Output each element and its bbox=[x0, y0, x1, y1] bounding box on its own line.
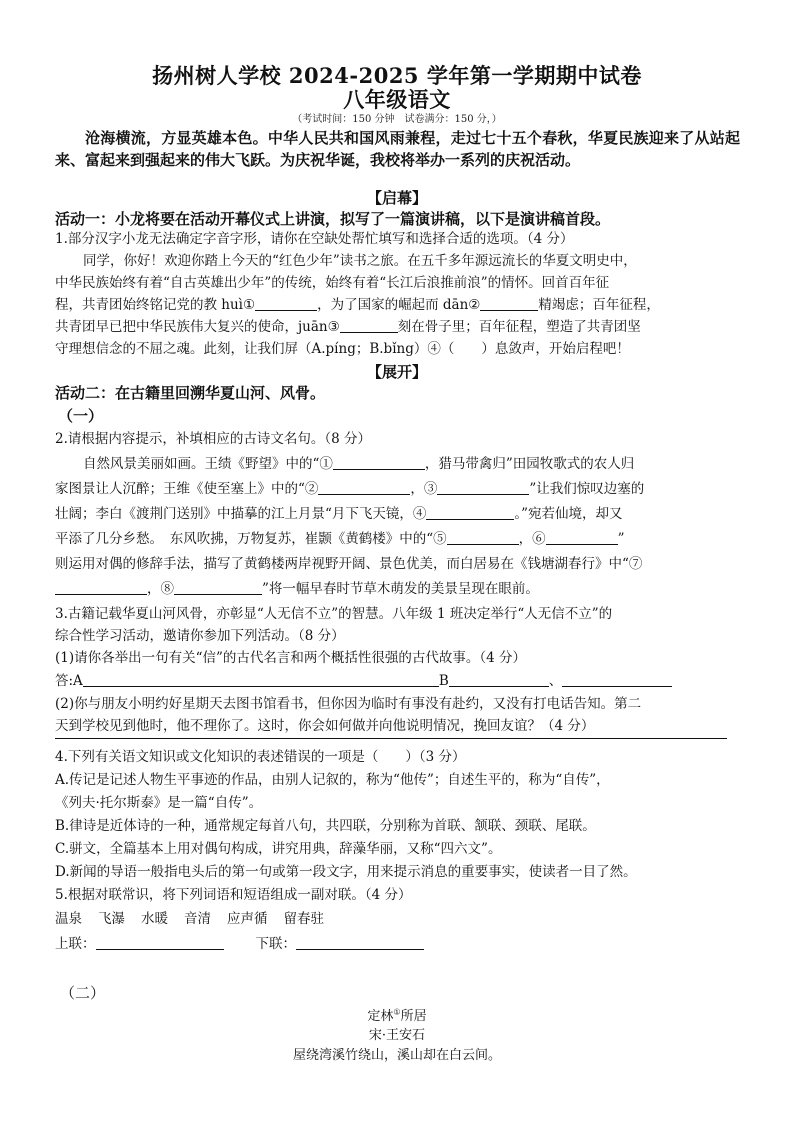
q5-word: 飞瀑 bbox=[98, 911, 125, 927]
q1-text: 精竭虑；百年征程， bbox=[538, 297, 660, 313]
q1-passage-line bbox=[55, 294, 745, 316]
q1-text: 刻在骨子里；百年征程，塑造了共青团坚 bbox=[397, 319, 641, 335]
question-4-stem: 4.下列有关语文知识或文化知识的表述错误的一项是（ ）（3 分） bbox=[55, 749, 466, 765]
q2-passage-line bbox=[55, 478, 745, 500]
q2-text: ，③ bbox=[410, 481, 438, 497]
poem-footnote-mark: ① bbox=[393, 1007, 401, 1017]
q2-text: 家图景让人沉醉；王维《使至塞上》中的“② bbox=[55, 481, 319, 497]
q2-passage-line bbox=[55, 528, 745, 550]
answer-blank-q2-4[interactable] bbox=[426, 505, 514, 520]
answer-blank-2[interactable] bbox=[480, 296, 538, 311]
answer-line-q3-2[interactable] bbox=[55, 738, 727, 739]
q3-subquestion-1: (1)请你各举出一句有关“信”的古代名言和两个概括性很强的古代故事。（4 分） bbox=[55, 650, 527, 666]
q1-text: 共青团早已把中华民族伟大复兴的使命，juān③ bbox=[55, 319, 340, 335]
q2-text: 自然风景美丽如画。王绩《野望》中的“① bbox=[83, 456, 333, 472]
answer-blank-q2-3[interactable] bbox=[437, 480, 529, 495]
q2-passage-line bbox=[55, 503, 745, 525]
exam-info: （考试时间：150 分钟 试卷满分：150 分，） bbox=[292, 114, 502, 125]
intro-paragraph: 沧海横流，方显英雄本色。中华人民共和国风雨兼程，走过七十五个春秋，华夏民族迎来了从站起来、富起来到强起来的伟大飞跃。为庆祝华诞，我校将举办一系列的庆祝活动。 bbox=[55, 129, 740, 169]
poem-title-suffix: 所居 bbox=[400, 1009, 427, 1024]
q2-text: 。”宛若仙境，却又 bbox=[514, 506, 623, 522]
question-5-stem: 5.根据对联常识，将下列词语和短语组成一副对联。（4 分） bbox=[55, 887, 412, 903]
q2-text: 平添了几分乡愁。 东风吹拂，万物复苏，崔颢《黄鹤楼》中的“⑤ bbox=[55, 531, 447, 547]
q3-subquestion-2: 天到学校见到他时，他不理你了。这时，你会如何做并向他说明情况，挽回友谊？（4 分） bbox=[55, 718, 595, 734]
part-one-label: （一） bbox=[58, 407, 104, 425]
lower-couplet-label: 下联： bbox=[255, 936, 296, 952]
q2-passage-line bbox=[83, 453, 773, 475]
q5-answer-line bbox=[55, 933, 745, 955]
answer-label-a: 答:A bbox=[55, 673, 83, 689]
q1-text: ，为了国家的崛起而 dān② bbox=[317, 297, 481, 313]
lower-couplet-blank[interactable] bbox=[296, 935, 424, 950]
q3-answer-line bbox=[55, 670, 745, 692]
upper-couplet-label: 上联： bbox=[55, 936, 96, 952]
answer-blank-q3-b2[interactable] bbox=[562, 672, 672, 687]
exam-subtitle: 八年级语文 bbox=[343, 87, 451, 112]
q2-text: ”将一幅早春时节草木萌发的美景呈现在眼前。 bbox=[262, 581, 539, 597]
part-two-label: （二） bbox=[60, 984, 106, 1002]
answer-blank-q2-5[interactable] bbox=[447, 530, 519, 545]
upper-couplet-blank[interactable] bbox=[96, 935, 224, 950]
q3-subquestion-2: (2)你与朋友小明约好星期天去图书馆看书，但你因为临时有事没有赴约，又没有打电话告知。第二 bbox=[55, 696, 642, 712]
q1-passage-line: 中华民族始终有着“自古英雄出少年”的传统，始终有着“长江后浪推前浪”的情怀。回首百年征 bbox=[55, 275, 610, 291]
q1-passage-line: 同学，你好！欢迎你踏上今天的“红色少年”读书之旅。在五千多年源远流长的华夏文明史中， bbox=[83, 253, 637, 269]
answer-blank-3[interactable] bbox=[340, 318, 398, 333]
question-3-stem: 综合性学习活动，邀请你参加下列活动。（8 分） bbox=[55, 628, 345, 644]
poem-author: 宋·王安石 bbox=[368, 1028, 426, 1043]
answer-separator: 、 bbox=[548, 673, 563, 689]
q4-option-a: A.传记是记述人物生平事迹的作品，由别人记叙的，称为“他传”；自述生平的，称为“自传”， bbox=[55, 772, 610, 788]
question-3-stem: 3.古籍记载华夏山河风骨，亦彰显“人无信不立”的智慧。八年级 1 班决定举行“人无信不立”的 bbox=[55, 606, 613, 622]
answer-blank-q3-a[interactable] bbox=[83, 672, 439, 687]
q4-option-d: D.新闻的导语一般指电头后的第一句或第一段文字，用来提示消息的重要事实，使读者一目了然。 bbox=[55, 864, 637, 880]
answer-blank-q3-b1[interactable] bbox=[449, 672, 549, 687]
answer-blank-q2-2[interactable] bbox=[318, 480, 410, 495]
answer-blank-q2-1[interactable] bbox=[333, 455, 425, 470]
section-heading-opening: 【启幕】 bbox=[366, 189, 427, 207]
answer-blank-q2-7[interactable] bbox=[55, 580, 147, 595]
activity-one-heading: 活动一：小龙将要在活动开幕仪式上讲演，拟写了一篇演讲稿，以下是演讲稿首段。 bbox=[55, 210, 611, 228]
answer-blank-q2-6[interactable] bbox=[546, 530, 618, 545]
q5-word: 留春驻 bbox=[283, 911, 324, 927]
q5-word-list bbox=[55, 908, 745, 930]
q5-word: 水暖 bbox=[141, 911, 168, 927]
answer-blank-q2-8[interactable] bbox=[174, 580, 262, 595]
q2-text: ”让我们惊叹边塞的 bbox=[529, 481, 645, 497]
poem-line: 屋绕湾溪竹绕山，溪山却在白云间。 bbox=[292, 1048, 501, 1063]
q2-text: ” bbox=[617, 531, 625, 547]
q1-passage-line bbox=[55, 316, 745, 338]
q4-option-b: B.律诗是近体诗的一种，通常规定每首八句，共四联，分别称为首联、颔联、颈联、尾联。 bbox=[55, 818, 596, 834]
poem-title-text: 定林 bbox=[367, 1009, 394, 1024]
answer-label-b: B bbox=[438, 673, 449, 689]
question-1-stem: 1.部分汉字小龙无法确定字音字形，请你在空缺处帮忙填写和选择合适的选项。（4 分） bbox=[55, 231, 574, 247]
exam-title: 扬州树人学校 2024-2025 学年第一学期期中试卷 bbox=[152, 63, 642, 88]
q2-passage-line bbox=[55, 578, 745, 600]
answer-blank-1[interactable] bbox=[255, 296, 317, 311]
q2-passage-line: 则运用对偶的修辞手法，描写了黄鹤楼两岸视野开阔、景色优美，而白居易在《钱塘湖春行》中“⑦ bbox=[55, 556, 643, 572]
q1-text: 程，共青团始终铭记党的教 huì① bbox=[55, 297, 256, 313]
q2-text: ，猎马带禽归”田园牧歌式的农人归 bbox=[424, 456, 635, 472]
q2-text: 壮阔；李白《渡荆门送别》中描摹的江上月景“月下飞天镜，④ bbox=[55, 506, 427, 522]
q5-word: 音清 bbox=[184, 911, 211, 927]
section-heading-unfold: 【展开】 bbox=[366, 363, 427, 381]
q2-text: ，⑥ bbox=[518, 531, 546, 547]
q4-option-c: C.骈文，全篇基本上用对偶句构成，讲究用典，辞藻华丽，又称“四六文”。 bbox=[55, 841, 502, 857]
activity-two-heading: 活动二：在古籍里回溯华夏山河、风骨。 bbox=[55, 384, 326, 402]
q1-passage-line: 守理想信念的不屈之魂。此刻，让我们屏（A.píng；B.bǐng）④（ ）息敛声，开始启程吧！ bbox=[55, 341, 630, 357]
q5-word: 应声循 bbox=[227, 911, 268, 927]
q2-text: ，⑧ bbox=[147, 581, 174, 597]
q5-word: 温泉 bbox=[55, 911, 82, 927]
poem-title bbox=[0, 1005, 794, 1024]
question-2-stem: 2.请根据内容提示，补填相应的古诗文名句。（8 分） bbox=[55, 431, 372, 447]
q4-option-a: 《列夫·托尔斯泰》是一篇“自传”。 bbox=[55, 795, 263, 811]
